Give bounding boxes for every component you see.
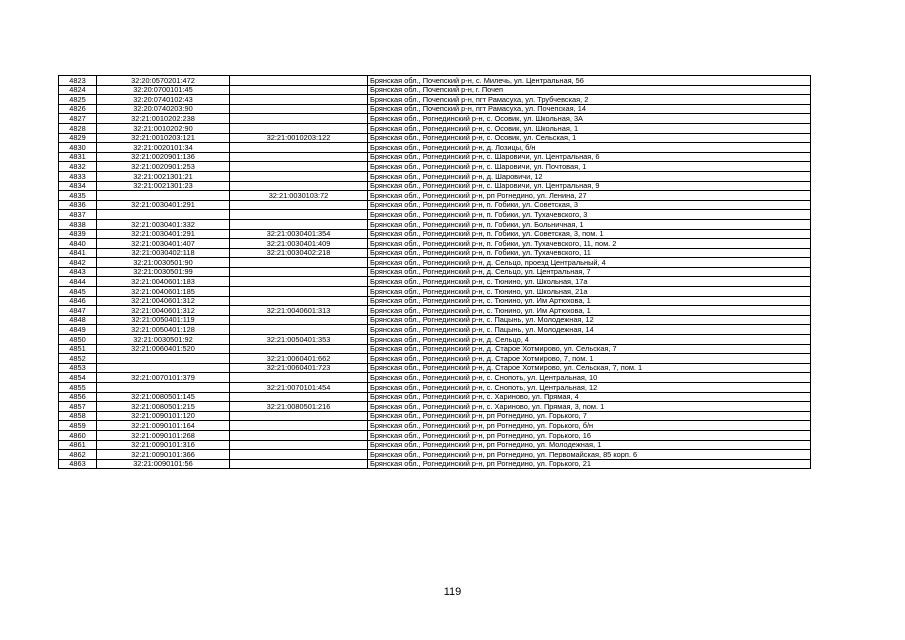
related-cadastral-number-cell: 32:21:0070101:454 (230, 383, 368, 393)
row-number-cell: 4852 (59, 354, 97, 364)
related-cadastral-number-cell (230, 162, 368, 172)
address-cell: Брянская обл., Рогнединский р-н, с. Снопоть, ул. Центральная, 12 (368, 383, 811, 393)
address-cell: Брянская обл., Рогнединский р-н, п. Гобики, ул. Советская, 3, пом. 1 (368, 229, 811, 239)
related-cadastral-number-cell (230, 123, 368, 133)
related-cadastral-number-cell (230, 200, 368, 210)
table-row (59, 239, 811, 249)
row-number-cell: 4855 (59, 383, 97, 393)
related-cadastral-number-cell (230, 287, 368, 297)
row-number-cell: 4845 (59, 287, 97, 297)
address-cell: Брянская обл., Рогнединский р-н, п. Гобики, ул. Тухачевского, 11, пом. 2 (368, 239, 811, 249)
cadastral-number-cell: 32:21:0090101:316 (97, 440, 230, 450)
related-cadastral-number-cell (230, 171, 368, 181)
address-cell: Брянская обл., Рогнединский р-н, п. Гобики, ул. Советская, 3 (368, 200, 811, 210)
row-number-cell: 4841 (59, 248, 97, 258)
address-cell: Брянская обл., Рогнединский р-н, рп Рогнедино, ул. Горького, 7 (368, 411, 811, 421)
table-row (59, 354, 811, 364)
address-cell: Брянская обл., Рогнединский р-н, д. Сельцо, 4 (368, 335, 811, 345)
table-row (59, 229, 811, 239)
cadastral-number-cell: 32:21:0040601:312 (97, 306, 230, 316)
cadastral-number-cell: 32:21:0050401:128 (97, 325, 230, 335)
cadastral-number-cell: 32:21:0010202:238 (97, 114, 230, 124)
address-cell: Брянская обл., Рогнединский р-н, рп Рогнедино, ул. Горького, б/н (368, 421, 811, 431)
row-number-cell: 4834 (59, 181, 97, 191)
cadastral-number-cell: 32:21:0090101:268 (97, 430, 230, 440)
table-row (59, 459, 811, 469)
related-cadastral-number-cell (230, 258, 368, 268)
table-row (59, 152, 811, 162)
row-number-cell: 4833 (59, 171, 97, 181)
address-cell: Брянская обл., Рогнединский р-н, д. Сельцо, ул. Центральная, 7 (368, 267, 811, 277)
table-row (59, 335, 811, 345)
table-row (59, 85, 811, 95)
cadastral-number-cell (97, 354, 230, 364)
row-number-cell: 4849 (59, 325, 97, 335)
address-cell: Брянская обл., Рогнединский р-н, с. Шаровичи, ул. Центральная, 6 (368, 152, 811, 162)
page-number: 119 (443, 586, 462, 598)
row-number-cell: 4831 (59, 152, 97, 162)
cadastral-number-cell: 32:21:0030501:92 (97, 335, 230, 345)
table-row (59, 411, 811, 421)
cadastral-number-cell: 32:21:0040601:312 (97, 296, 230, 306)
related-cadastral-number-cell (230, 325, 368, 335)
table-row (59, 363, 811, 373)
row-number-cell: 4844 (59, 277, 97, 287)
related-cadastral-number-cell (230, 373, 368, 383)
related-cadastral-number-cell: 32:21:0030402:218 (230, 248, 368, 258)
row-number-cell: 4858 (59, 411, 97, 421)
table-row (59, 162, 811, 172)
cadastral-number-cell: 32:21:0030401:291 (97, 229, 230, 239)
address-cell: Брянская обл., Рогнединский р-н, с. Тюнино, ул. Им Артюхова, 1 (368, 296, 811, 306)
table-row (59, 133, 811, 143)
cadastral-number-cell: 32:21:0030401:332 (97, 219, 230, 229)
table-row (59, 430, 811, 440)
table-row (59, 200, 811, 210)
related-cadastral-number-cell: 32:21:0050401:353 (230, 335, 368, 345)
row-number-cell: 4854 (59, 373, 97, 383)
cadastral-number-cell (97, 363, 230, 373)
table-row (59, 267, 811, 277)
row-number-cell: 4824 (59, 85, 97, 95)
table-row (59, 219, 811, 229)
related-cadastral-number-cell (230, 85, 368, 95)
table-row (59, 181, 811, 191)
related-cadastral-number-cell (230, 267, 368, 277)
table-row (59, 123, 811, 133)
row-number-cell: 4826 (59, 104, 97, 114)
table-row (59, 402, 811, 412)
related-cadastral-number-cell: 32:21:0030401:409 (230, 239, 368, 249)
address-cell: Брянская обл., Рогнединский р-н, с. Осовик, ул. Школьная, 1 (368, 123, 811, 133)
related-cadastral-number-cell (230, 344, 368, 354)
address-cell: Брянская обл., Рогнединский р-н, п. Гобики, ул. Тухачевского, 11 (368, 248, 811, 258)
cadastral-number-cell: 32:21:0030402:118 (97, 248, 230, 258)
cadastral-number-cell: 32:21:0090101:366 (97, 450, 230, 460)
row-number-cell: 4856 (59, 392, 97, 402)
table-row (59, 114, 811, 124)
cadastral-number-cell: 32:20:0740203:90 (97, 104, 230, 114)
table-row (59, 104, 811, 114)
row-number-cell: 4832 (59, 162, 97, 172)
table-row (59, 373, 811, 383)
address-cell: Брянская обл., Почепский р-н, г. Почеп (368, 85, 811, 95)
table-row (59, 325, 811, 335)
address-cell: Брянская обл., Рогнединский р-н, рп Рогнедино, ул. Ленина, 27 (368, 191, 811, 201)
cadastral-number-cell: 32:21:0090101:56 (97, 459, 230, 469)
related-cadastral-number-cell: 32:21:0040601:313 (230, 306, 368, 316)
address-cell: Брянская обл., Рогнединский р-н, с. Пацынь, ул. Молодежная, 14 (368, 325, 811, 335)
address-cell: Брянская обл., Рогнединский р-н, д. Старое Хотмирово, 7, пом. 1 (368, 354, 811, 364)
cadastral-number-cell: 32:21:0080501:145 (97, 392, 230, 402)
address-cell: Брянская обл., Рогнединский р-н, п. Гобики, ул. Больничная, 1 (368, 219, 811, 229)
row-number-cell: 4827 (59, 114, 97, 124)
address-cell: Брянская обл., Рогнединский р-н, с. Тюнино, ул. Школьная, 17а (368, 277, 811, 287)
row-number-cell: 4850 (59, 335, 97, 345)
related-cadastral-number-cell (230, 459, 368, 469)
address-cell: Брянская обл., Рогнединский р-н, п. Гобики, ул. Тухачевского, 3 (368, 210, 811, 220)
address-cell: Брянская обл., Рогнединский р-н, с. Тюнино, ул. Им Артюхова, 1 (368, 306, 811, 316)
related-cadastral-number-cell: 32:21:0080501:216 (230, 402, 368, 412)
table-row (59, 315, 811, 325)
related-cadastral-number-cell (230, 277, 368, 287)
related-cadastral-number-cell (230, 104, 368, 114)
related-cadastral-number-cell (230, 315, 368, 325)
address-cell: Брянская обл., Почепский р-н, пгт Рамасуха, ул. Трубчевская, 2 (368, 95, 811, 105)
cadastral-number-cell: 32:21:0060401:520 (97, 344, 230, 354)
registry-table (58, 75, 811, 469)
related-cadastral-number-cell (230, 143, 368, 153)
row-number-cell: 4863 (59, 459, 97, 469)
cadastral-number-cell (97, 191, 230, 201)
row-number-cell: 4837 (59, 210, 97, 220)
table-row (59, 440, 811, 450)
related-cadastral-number-cell: 32:21:0030401:354 (230, 229, 368, 239)
related-cadastral-number-cell (230, 95, 368, 105)
row-number-cell: 4840 (59, 239, 97, 249)
address-cell: Брянская обл., Рогнединский р-н, с. Осовик, ул. Сельская, 1 (368, 133, 811, 143)
address-cell: Брянская обл., Рогнединский р-н, с. Хариново, ул. Прямая, 3, пом. 1 (368, 402, 811, 412)
address-cell: Брянская обл., Рогнединский р-н, рп Рогнедино, ул. Горького, 21 (368, 459, 811, 469)
row-number-cell: 4859 (59, 421, 97, 431)
address-cell: Брянская обл., Рогнединский р-н, с. Снопоть, ул. Центральная, 10 (368, 373, 811, 383)
related-cadastral-number-cell (230, 430, 368, 440)
address-cell: Брянская обл., Рогнединский р-н, с. Тюнино, ул. Школьная, 21а (368, 287, 811, 297)
row-number-cell: 4836 (59, 200, 97, 210)
related-cadastral-number-cell (230, 392, 368, 402)
related-cadastral-number-cell (230, 440, 368, 450)
row-number-cell: 4835 (59, 191, 97, 201)
row-number-cell: 4823 (59, 76, 97, 86)
related-cadastral-number-cell (230, 76, 368, 86)
address-cell: Брянская обл., Рогнединский р-н, рп Рогнедино, ул. Первомайская, 85 корп. 6 (368, 450, 811, 460)
cadastral-number-cell (97, 210, 230, 220)
cadastral-number-cell: 32:20:0740102:43 (97, 95, 230, 105)
row-number-cell: 4862 (59, 450, 97, 460)
address-cell: Брянская обл., Рогнединский р-н, д. Лозицы, б/н (368, 143, 811, 153)
cadastral-number-cell: 32:21:0050401:119 (97, 315, 230, 325)
related-cadastral-number-cell: 32:21:0010203:122 (230, 133, 368, 143)
table-row (59, 171, 811, 181)
cadastral-number-cell: 32:20:0570201:472 (97, 76, 230, 86)
table-row (59, 191, 811, 201)
address-cell: Брянская обл., Рогнединский р-н, рп Рогнедино, ул. Молодежная, 1 (368, 440, 811, 450)
row-number-cell: 4839 (59, 229, 97, 239)
row-number-cell: 4848 (59, 315, 97, 325)
cadastral-number-cell: 32:21:0020901:253 (97, 162, 230, 172)
row-number-cell: 4830 (59, 143, 97, 153)
table-row (59, 450, 811, 460)
table-row (59, 287, 811, 297)
row-number-cell: 4861 (59, 440, 97, 450)
row-number-cell: 4825 (59, 95, 97, 105)
cadastral-number-cell: 32:21:0030501:90 (97, 258, 230, 268)
related-cadastral-number-cell (230, 421, 368, 431)
row-number-cell: 4857 (59, 402, 97, 412)
related-cadastral-number-cell (230, 210, 368, 220)
cadastral-number-cell (97, 383, 230, 393)
row-number-cell: 4847 (59, 306, 97, 316)
related-cadastral-number-cell: 32:21:0060401:723 (230, 363, 368, 373)
cadastral-number-cell: 32:21:0021301:21 (97, 171, 230, 181)
address-cell: Брянская обл., Рогнединский р-н, с. Шаровичи, ул. Почтовая, 1 (368, 162, 811, 172)
row-number-cell: 4828 (59, 123, 97, 133)
cadastral-number-cell: 32:21:0030401:407 (97, 239, 230, 249)
table-row (59, 76, 811, 86)
table-row (59, 277, 811, 287)
cadastral-number-cell: 32:20:0700101:45 (97, 85, 230, 95)
related-cadastral-number-cell (230, 181, 368, 191)
cadastral-number-cell: 32:21:0021301:23 (97, 181, 230, 191)
address-cell: Брянская обл., Рогнединский р-н, д. Старое Хотмирово, ул. Сельская, 7 (368, 344, 811, 354)
address-cell: Брянская обл., Рогнединский р-н, с. Пацынь, ул. Молодежная, 12 (368, 315, 811, 325)
address-cell: Брянская обл., Рогнединский р-н, д. Шаровичи, 12 (368, 171, 811, 181)
table-row (59, 248, 811, 258)
table-row (59, 95, 811, 105)
row-number-cell: 4843 (59, 267, 97, 277)
address-cell: Брянская обл., Почепский р-н, с. Милечь, ул. Центральная, 56 (368, 76, 811, 86)
address-cell: Брянская обл., Рогнединский р-н, с. Шаровичи, ул. Центральная, 9 (368, 181, 811, 191)
cadastral-number-cell: 32:21:0020101:34 (97, 143, 230, 153)
cadastral-number-cell: 32:21:0090101:120 (97, 411, 230, 421)
table-row (59, 383, 811, 393)
address-cell: Брянская обл., Рогнединский р-н, д. Сельцо, проезд Центральный, 4 (368, 258, 811, 268)
cadastral-number-cell: 32:21:0080501:215 (97, 402, 230, 412)
row-number-cell: 4842 (59, 258, 97, 268)
row-number-cell: 4829 (59, 133, 97, 143)
cadastral-number-cell: 32:21:0030401:291 (97, 200, 230, 210)
table-row (59, 296, 811, 306)
related-cadastral-number-cell: 32:21:0030103:72 (230, 191, 368, 201)
row-number-cell: 4860 (59, 430, 97, 440)
related-cadastral-number-cell (230, 219, 368, 229)
row-number-cell: 4853 (59, 363, 97, 373)
row-number-cell: 4846 (59, 296, 97, 306)
table-row (59, 306, 811, 316)
cadastral-number-cell: 32:21:0020901:136 (97, 152, 230, 162)
address-cell: Брянская обл., Рогнединский р-н, д. Старое Хотмирово, ул. Сельская, 7, пом. 1 (368, 363, 811, 373)
row-number-cell: 4851 (59, 344, 97, 354)
table-row (59, 258, 811, 268)
table-row (59, 143, 811, 153)
address-cell: Брянская обл., Почепский р-н, пгт Рамасуха, ул. Почепская, 14 (368, 104, 811, 114)
cadastral-number-cell: 32:21:0010202:90 (97, 123, 230, 133)
cadastral-number-cell: 32:21:0040601:183 (97, 277, 230, 287)
table-row (59, 421, 811, 431)
related-cadastral-number-cell (230, 114, 368, 124)
cadastral-number-cell: 32:21:0030501:99 (97, 267, 230, 277)
related-cadastral-number-cell (230, 411, 368, 421)
registry-table-body (59, 76, 811, 469)
table-row (59, 392, 811, 402)
related-cadastral-number-cell: 32:21:0060401:662 (230, 354, 368, 364)
table-row (59, 210, 811, 220)
address-cell: Брянская обл., Рогнединский р-н, с. Осовик, ул. Школьная, 3А (368, 114, 811, 124)
cadastral-number-cell: 32:21:0010203:121 (97, 133, 230, 143)
cadastral-number-cell: 32:21:0070101:379 (97, 373, 230, 383)
related-cadastral-number-cell (230, 152, 368, 162)
cadastral-number-cell: 32:21:0090101:164 (97, 421, 230, 431)
address-cell: Брянская обл., Рогнединский р-н, рп Рогнедино, ул. Горького, 16 (368, 430, 811, 440)
related-cadastral-number-cell (230, 296, 368, 306)
table-row (59, 344, 811, 354)
address-cell: Брянская обл., Рогнединский р-н, с. Хариново, ул. Прямая, 4 (368, 392, 811, 402)
related-cadastral-number-cell (230, 450, 368, 460)
cadastral-number-cell: 32:21:0040601:185 (97, 287, 230, 297)
row-number-cell: 4838 (59, 219, 97, 229)
